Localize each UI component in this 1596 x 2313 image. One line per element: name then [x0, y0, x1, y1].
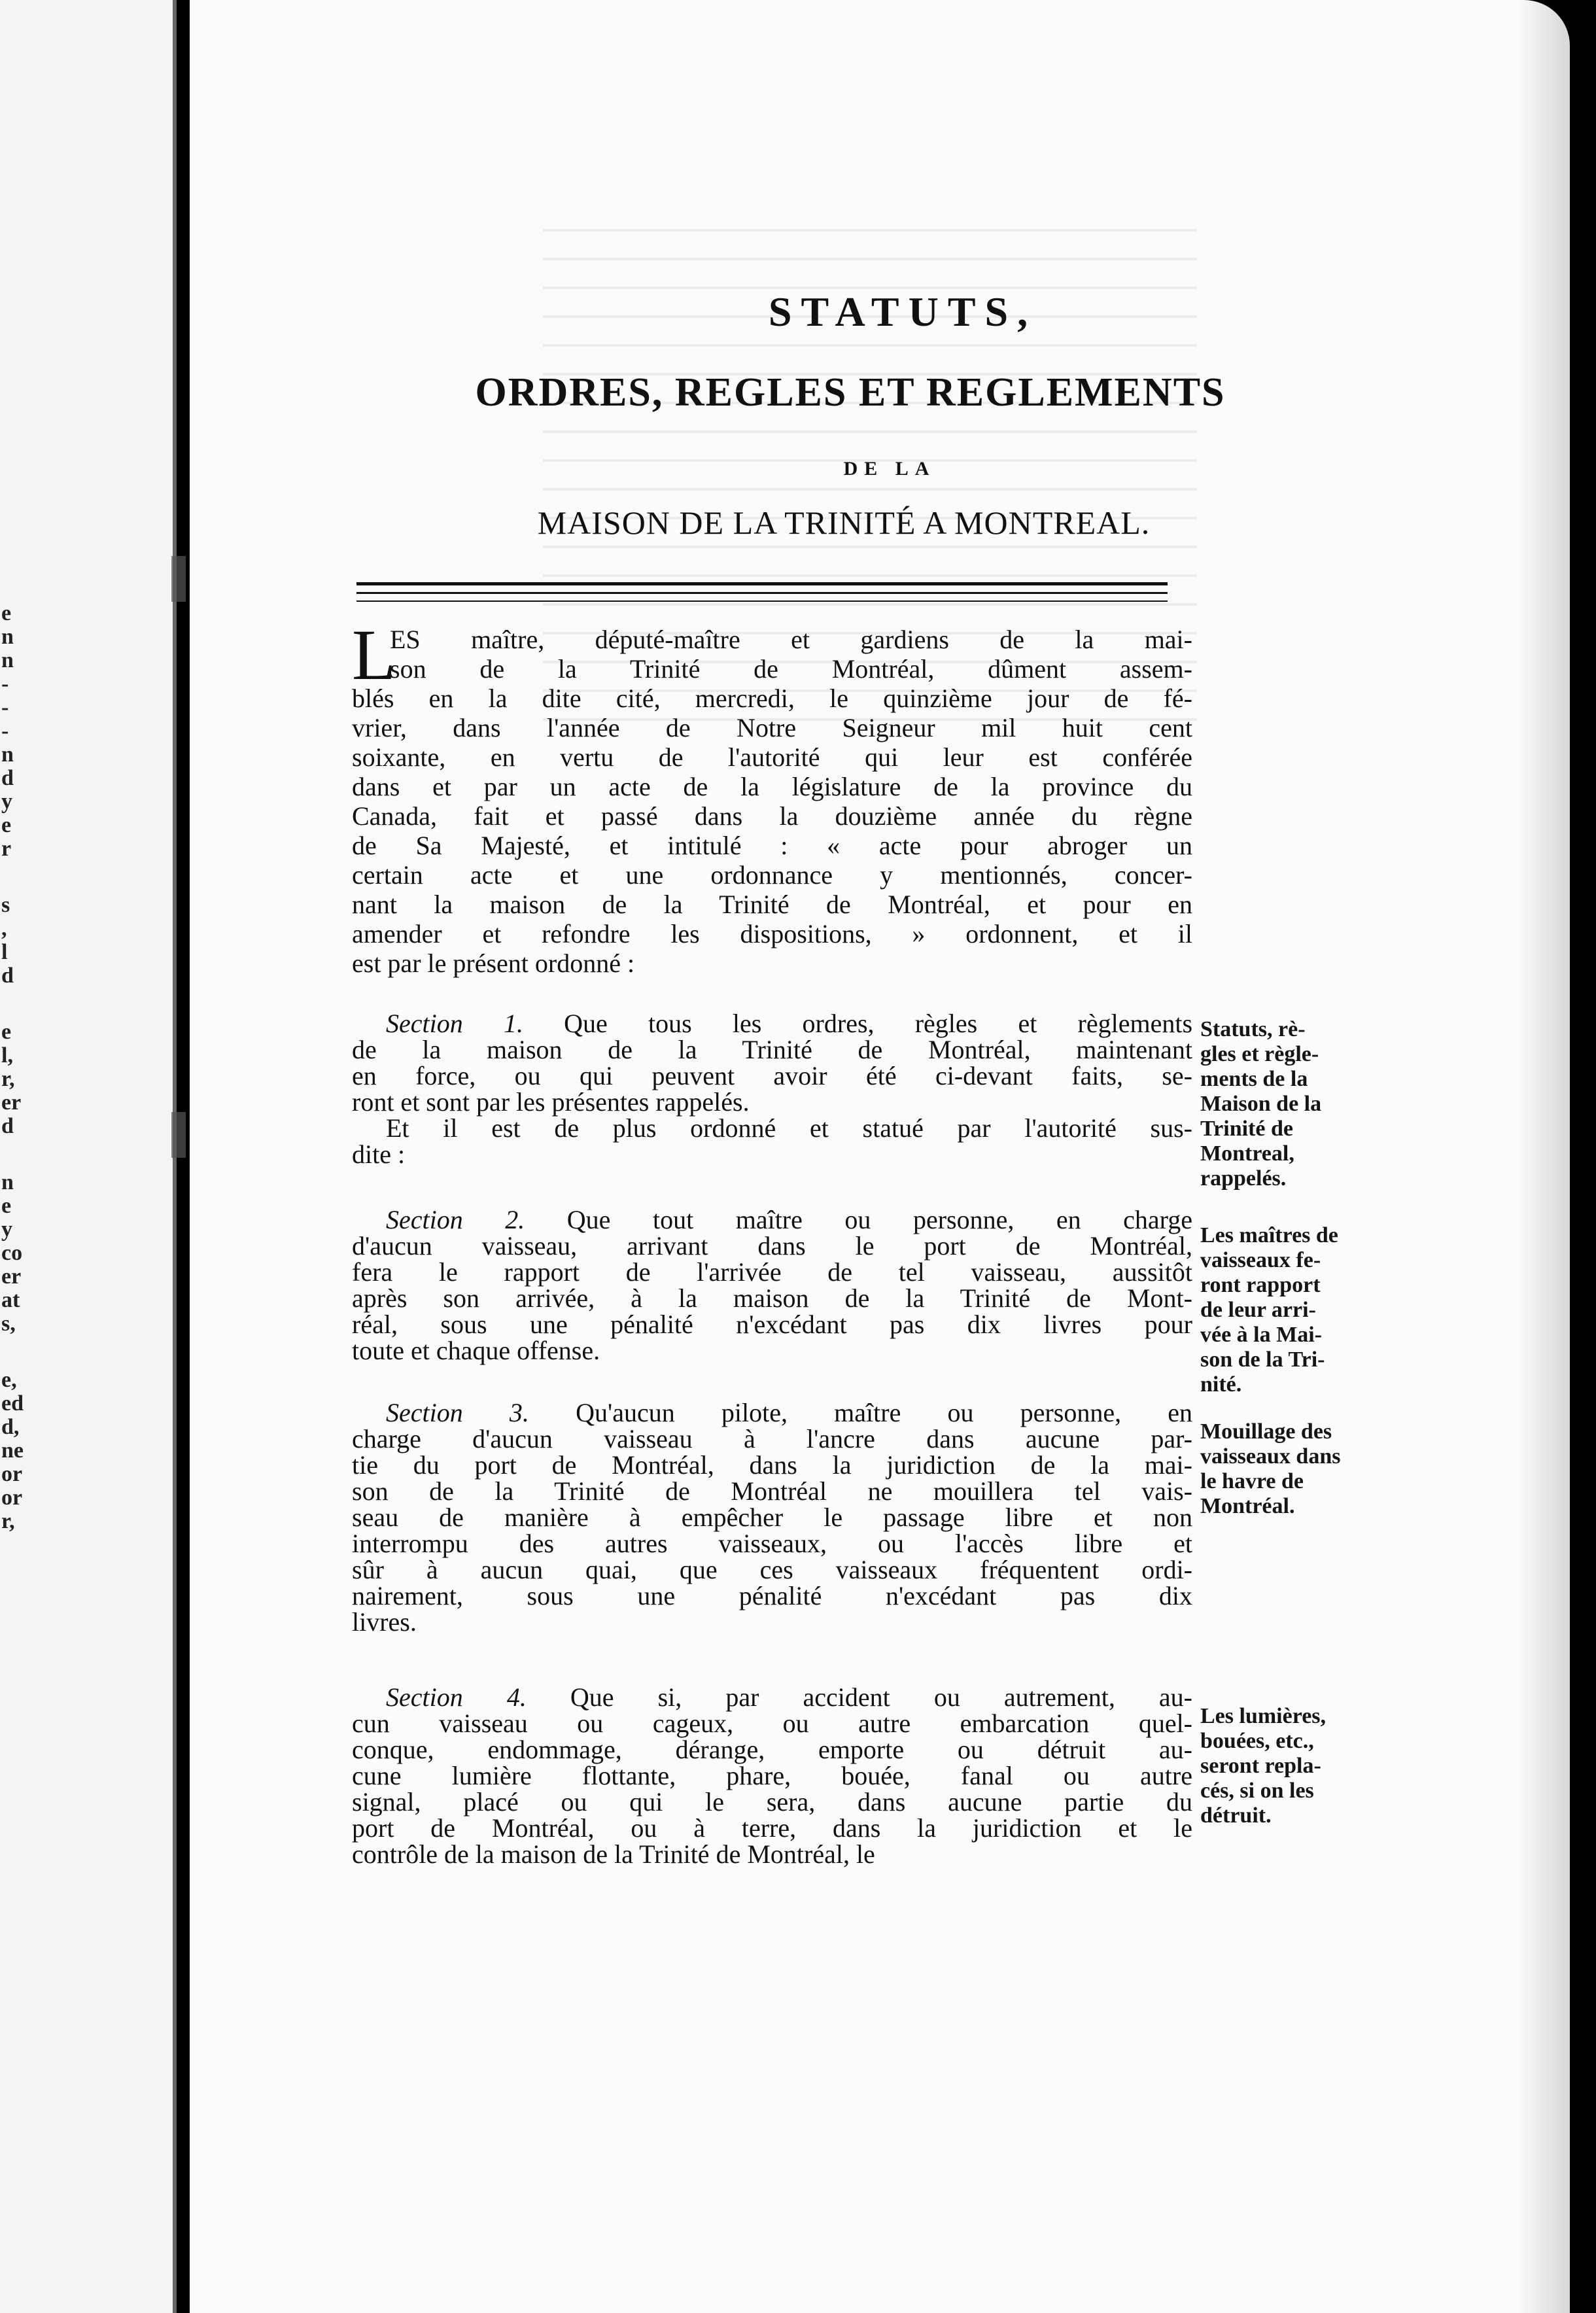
section-line: en force, ou qui peuvent avoir été ci-devant faits, se- [352, 1061, 1192, 1090]
intro-line: est par le présent ordonné : [352, 948, 635, 978]
margin-note-line: Statuts, rè- [1200, 1017, 1306, 1041]
margin-note-line: Maison de la [1200, 1092, 1322, 1116]
section-line: dite : [352, 1139, 406, 1169]
section-label: Section 3. [386, 1398, 529, 1427]
facing-fragment: e [1, 814, 12, 837]
facing-fragment: ed [1, 1392, 24, 1416]
facing-fragment: d, [1, 1416, 20, 1439]
intro-line: son de la Trinité de Montréal, dûment assem- [390, 654, 1192, 684]
facing-fragment: r, [1, 1510, 15, 1533]
facing-fragment: - [1, 696, 9, 720]
facing-fragment: y [1, 790, 12, 814]
section-line: cune lumière flottante, phare, bouée, fanal ou autre [352, 1761, 1192, 1790]
facing-fragment: er [1, 1091, 22, 1115]
section-1 [352, 1011, 1192, 1168]
intro-paragraph [352, 615, 1192, 978]
section-text: Que si, par accident ou autrement, au- [526, 1682, 1192, 1712]
section-line: ront et sont par les présentes rappelés. [352, 1087, 750, 1117]
facing-fragment: er [1, 1265, 22, 1289]
section-line: nairement, sous une pénalité n'excédant pas dix [352, 1581, 1192, 1610]
facing-fragment: d [1, 767, 14, 790]
facing-fragment: y [1, 1218, 12, 1242]
section-2 [352, 1207, 1192, 1364]
page-title: STATUTS, [768, 288, 1037, 335]
facing-fragment: l [1, 941, 8, 964]
facing-fragment: n [1, 649, 14, 672]
facing-fragment: or [1, 1486, 23, 1510]
intro-line: blés en la dite cité, mercredi, le quinzième jour de fé- [352, 684, 1192, 713]
margin-note-section-3 [1200, 1419, 1364, 1519]
section-text: Qu'aucun pilote, maître ou personne, en [529, 1398, 1193, 1427]
title-connector: DE LA [843, 458, 936, 479]
section-line: signal, placé ou qui le sera, dans aucune partie du [352, 1787, 1192, 1817]
facing-fragment: - [1, 720, 9, 743]
margin-note-section-1 [1200, 1017, 1364, 1191]
facing-fragment: ne [1, 1439, 24, 1463]
margin-note-line: Trinité de [1200, 1117, 1293, 1141]
section-line: après son arrivée, à la maison de la Trinité de Mont- [352, 1283, 1192, 1313]
margin-note-line: vaisseaux fe- [1200, 1248, 1321, 1272]
intro-line: certain acte et une ordonnance y mentionnés, concer- [352, 860, 1192, 890]
margin-note-line: son de la Tri- [1200, 1348, 1325, 1372]
intro-line: vrier, dans l'année de Notre Seigneur mil huit cent [352, 713, 1192, 742]
section-line: de la maison de la Trinité de Montréal, maintenant [352, 1035, 1192, 1064]
section-text: Que tout maître ou personne, en charge [525, 1205, 1192, 1234]
facing-fragment: r, [1, 1068, 15, 1091]
document-page [190, 0, 1570, 2313]
facing-fragment: s, [1, 1312, 16, 1336]
section-line: tie du port de Montréal, dans la juridiction de la mai- [352, 1450, 1192, 1480]
intro-line: amender et refondre les dispositions, » ordonnent, et il [352, 919, 1192, 948]
facing-fragment: or [1, 1463, 23, 1486]
facing-fragment: , [1, 917, 7, 941]
margin-note-line: Les maîtres de [1200, 1223, 1338, 1247]
drop-cap: L [352, 615, 396, 695]
margin-note-section-4 [1200, 1704, 1364, 1828]
section-label: Section 2. [386, 1205, 525, 1234]
facing-fragment: e [1, 602, 12, 625]
intro-line: ES maître, député-maître et gardiens de la mai- [390, 625, 1192, 654]
section-line: contrôle de la maison de la Trinité de Montréal, le [352, 1839, 875, 1869]
facing-fragment: l, [1, 1044, 13, 1068]
margin-note-line: nité. [1200, 1372, 1242, 1397]
section-line [352, 1207, 1192, 1233]
margin-note-line: seront repla- [1200, 1754, 1321, 1778]
facing-fragment: at [1, 1289, 20, 1312]
facing-fragment: - [1, 672, 9, 696]
section-line [352, 1400, 1192, 1426]
section-label: Section 4. [386, 1682, 527, 1712]
margin-note-line: Montreal, [1200, 1141, 1294, 1166]
margin-note-line: vée à la Mai- [1200, 1323, 1322, 1347]
facing-fragment: n [1, 1171, 14, 1194]
margin-note-line: cés, si on les [1200, 1779, 1314, 1803]
facing-fragment: e, [1, 1368, 17, 1392]
section-line [352, 1011, 1192, 1037]
section-line: son de la Trinité de Montréal ne mouillera tel vais- [352, 1476, 1192, 1506]
facing-fragment: e [1, 1020, 12, 1044]
margin-note-line: de leur arri- [1200, 1298, 1316, 1322]
title-rule [356, 592, 1168, 594]
section-4 [352, 1684, 1192, 1868]
facing-fragment: r [1, 837, 12, 861]
binding-mark [171, 556, 186, 602]
margin-note-line: Mouillage des [1200, 1419, 1332, 1444]
facing-fragment: n [1, 625, 14, 649]
section-3 [352, 1400, 1192, 1635]
facing-fragment: d [1, 1115, 14, 1138]
section-line: toute et chaque offense. [352, 1336, 600, 1365]
facing-fragment: s [1, 894, 10, 917]
section-line: cun vaisseau ou cageux, ou autre embarcation quel- [352, 1709, 1192, 1738]
margin-note-line: le havre de [1200, 1469, 1304, 1493]
section-line: livres. [352, 1607, 417, 1637]
section-line: conque, endommage, dérange, emporte ou détruit au- [352, 1735, 1192, 1764]
section-line: charge d'aucun vaisseau à l'ancre dans aucune par- [352, 1424, 1192, 1453]
section-line: seau de manière à empêcher le passage libre et non [352, 1503, 1192, 1532]
facing-fragment: n [1, 743, 14, 767]
facing-page-edge [0, 0, 177, 2313]
title-rule [356, 582, 1168, 585]
section-line: Et il est de plus ordonné et statué par l'autorité sus- [386, 1113, 1192, 1143]
margin-note-line: bouées, etc., [1200, 1729, 1314, 1753]
margin-note-line: Montréal. [1200, 1494, 1295, 1518]
intro-line: Canada, fait et passé dans la douzième année du règne [352, 801, 1192, 831]
page-subtitle: ORDRES, REGLES ET REGLEMENTS [475, 370, 1226, 415]
margin-note-line: ments de la [1200, 1067, 1308, 1091]
facing-fragment: e [1, 1194, 12, 1218]
intro-line: soixante, en vertu de l'autorité qui leur est conférée [352, 742, 1192, 772]
section-line: fera le rapport de l'arrivée de tel vaisseau, aussitôt [352, 1257, 1192, 1287]
margin-note-line: ront rapport [1200, 1273, 1321, 1297]
intro-line: dans et par un acte de la législature de la province du [352, 772, 1192, 801]
margin-note-line: détruit. [1200, 1803, 1272, 1828]
section-line [352, 1684, 1192, 1711]
section-label: Section 1. [386, 1009, 523, 1038]
facing-page-fragments [0, 602, 39, 1533]
section-text: Que tous les ordres, règles et règlements [523, 1009, 1193, 1038]
title-rule [356, 600, 1168, 602]
section-line: d'aucun vaisseau, arrivant dans le port de Montréal, [352, 1231, 1192, 1261]
section-line: port de Montréal, ou à terre, dans la juridiction et le [352, 1813, 1192, 1843]
section-line: réal, sous une pénalité n'excédant pas dix livres pour [352, 1310, 1192, 1339]
margin-note-line: gles et règle- [1200, 1042, 1319, 1066]
margin-note-section-2 [1200, 1223, 1364, 1397]
margin-note-line: Les lumières, [1200, 1704, 1327, 1728]
binding-mark [171, 1112, 186, 1158]
title-institution: MAISON DE LA TRINITÉ A MONTREAL. [537, 504, 1151, 541]
margin-note-line: vaisseaux dans [1200, 1444, 1341, 1469]
page-edge-shadow [1518, 0, 1570, 2313]
margin-note-line: rappelés. [1200, 1166, 1287, 1191]
facing-fragment: co [1, 1242, 23, 1265]
section-line: interrompu des autres vaisseaux, ou l'accès libre et [352, 1529, 1192, 1558]
intro-line: de Sa Majesté, et intitulé : « acte pour abroger un [352, 831, 1192, 860]
intro-line: nant la maison de la Trinité de Montréal, et pour en [352, 890, 1192, 919]
facing-fragment: d [1, 964, 14, 988]
section-line: sûr à aucun quai, que ces vaisseaux fréquentent ordi- [352, 1555, 1192, 1584]
